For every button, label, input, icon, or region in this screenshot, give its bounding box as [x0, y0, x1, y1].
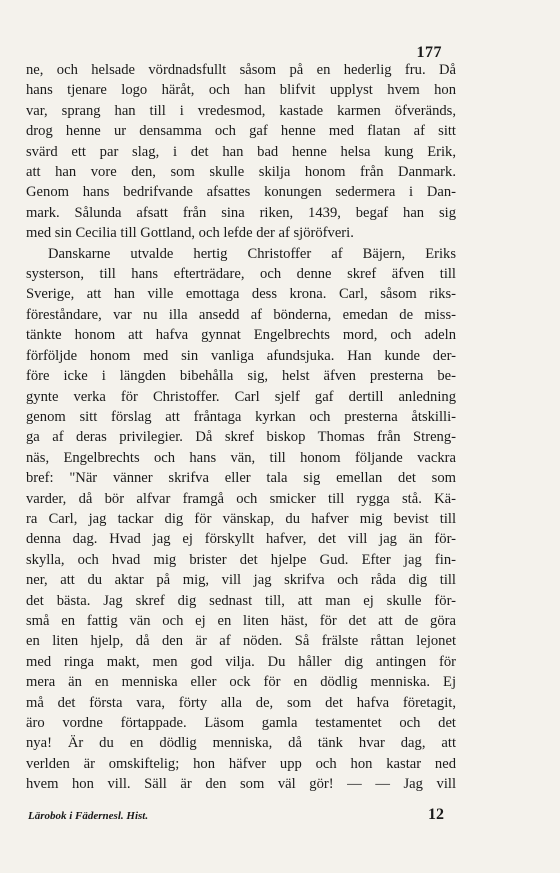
page-footer — [28, 806, 444, 824]
body-text — [26, 60, 456, 795]
text-line: denna dag. Hvad jag ej förskyllt hafver, det vill jag än för- — [26, 531, 456, 548]
text-line: verlden är omskiftelig; hon häfver upp och hon kastar ned — [26, 755, 456, 772]
text-line: det bästa. Jag skref dig sednast till, att man ej skulle för- — [26, 592, 456, 609]
text-line: Danskarne utvalde hertig Christoffer af Bäjern, Eriks — [48, 245, 456, 262]
text-line: drog henne ur densamma och gaf henne med flatan af sitt — [26, 123, 456, 140]
text-line: föreståndare, var nu illa ansedd af bönderna, emedan de miss- — [26, 306, 456, 323]
text-line: tänkte honom att hafva gynnat Engelbrechts mord, och adeln — [26, 327, 456, 344]
text-line: systerson, till hans efterträdare, och denne skref äfven till — [26, 266, 456, 283]
text-line: förföljde honom med sin vanliga afundsjuka. Han kunde der- — [26, 347, 456, 364]
paragraph — [26, 244, 456, 795]
text-line: genom sitt förslag att fråntaga kyrkan och presterna åtskilli- — [26, 408, 456, 425]
text-line: mark. Sålunda afsatt från sina riken, 1439, begaf han sig — [26, 204, 456, 221]
text-line: må det första vara, förty alla de, som det hafva företagit, — [26, 694, 456, 711]
text-line: svärd ett par slag, i det han bad henne helsa kung Erik, — [26, 143, 456, 160]
text-line: bref: "När vänner skrifva eller tala sig emellan det som — [26, 470, 456, 487]
text-line: att han vore den, som skulle skilja honom från Danmark. — [26, 164, 456, 181]
text-line: med ringa makt, men god vilja. Du håller dig antingen för — [26, 653, 456, 670]
text-line: ga af deras privilegier. Då skref biskop Thomas från Streng- — [26, 429, 456, 446]
text-line: ne, och helsade vördnadsfullt såsom på en hederlig fru. Då — [26, 62, 456, 78]
text-line: hans tjenare logo häråt, och han blifvit upplyst hvem hon — [26, 82, 456, 99]
text-line: före icke i längden bibehålla sig, helst äfven presterna be- — [26, 368, 456, 385]
text-line: hvem hon vill. Säll är den som väl gör! — — Jag vill — [26, 776, 456, 793]
text-line: mera än en menniska eller ock för en dödlig menniska. Ej — [26, 674, 456, 691]
paragraph — [26, 60, 456, 244]
text-line: med sin Cecilia till Gottland, och lefde der af sjöröfveri. — [26, 225, 354, 242]
text-line: skylla, och hvad mig brister det hjelpe Gud. Efter jag fin- — [26, 551, 456, 568]
text-line: var, sprang han till i vredesmod, kastade karmen öfveränds, — [26, 102, 456, 119]
text-line: gynte verka för Christoffer. Carl sjelf gaf dertill anledning — [26, 388, 456, 405]
text-line: en liten hjelp, då den är af nöden. Så frälste råttan lejonet — [26, 633, 456, 650]
text-line: ner, att du aktar på mig, vill jag skrifva och råda dig till — [26, 572, 456, 589]
sheet-number: 12 — [428, 806, 444, 823]
page-number: 177 — [416, 44, 442, 61]
text-line: näs, Engelbrechts och hans vän, till honom följande vackra — [26, 449, 456, 466]
printer-signature: Lärobok i Fädernesl. Hist. — [28, 810, 149, 822]
text-line: nya! Är du en dödlig menniska, då tänk hvar dag, att — [26, 735, 456, 752]
text-line: Genom hans bedrifvande afsattes konungen sedermera i Dan- — [26, 184, 456, 201]
text-line: varder, då bör alfvar framgå och smicker till rygga stå. Kä- — [26, 490, 456, 507]
text-line: ra Carl, jag tackar dig för vänskap, du hafver mig bevist till — [26, 510, 456, 527]
text-line: äro vordne förtappade. Läsom gamla testamentet och det — [26, 715, 456, 731]
text-line: Sverige, att han ville emottaga dess krona. Carl, såsom riks- — [26, 286, 456, 303]
text-line: små en fattig vän och ej en liten häst, för det att de göra — [26, 612, 456, 629]
